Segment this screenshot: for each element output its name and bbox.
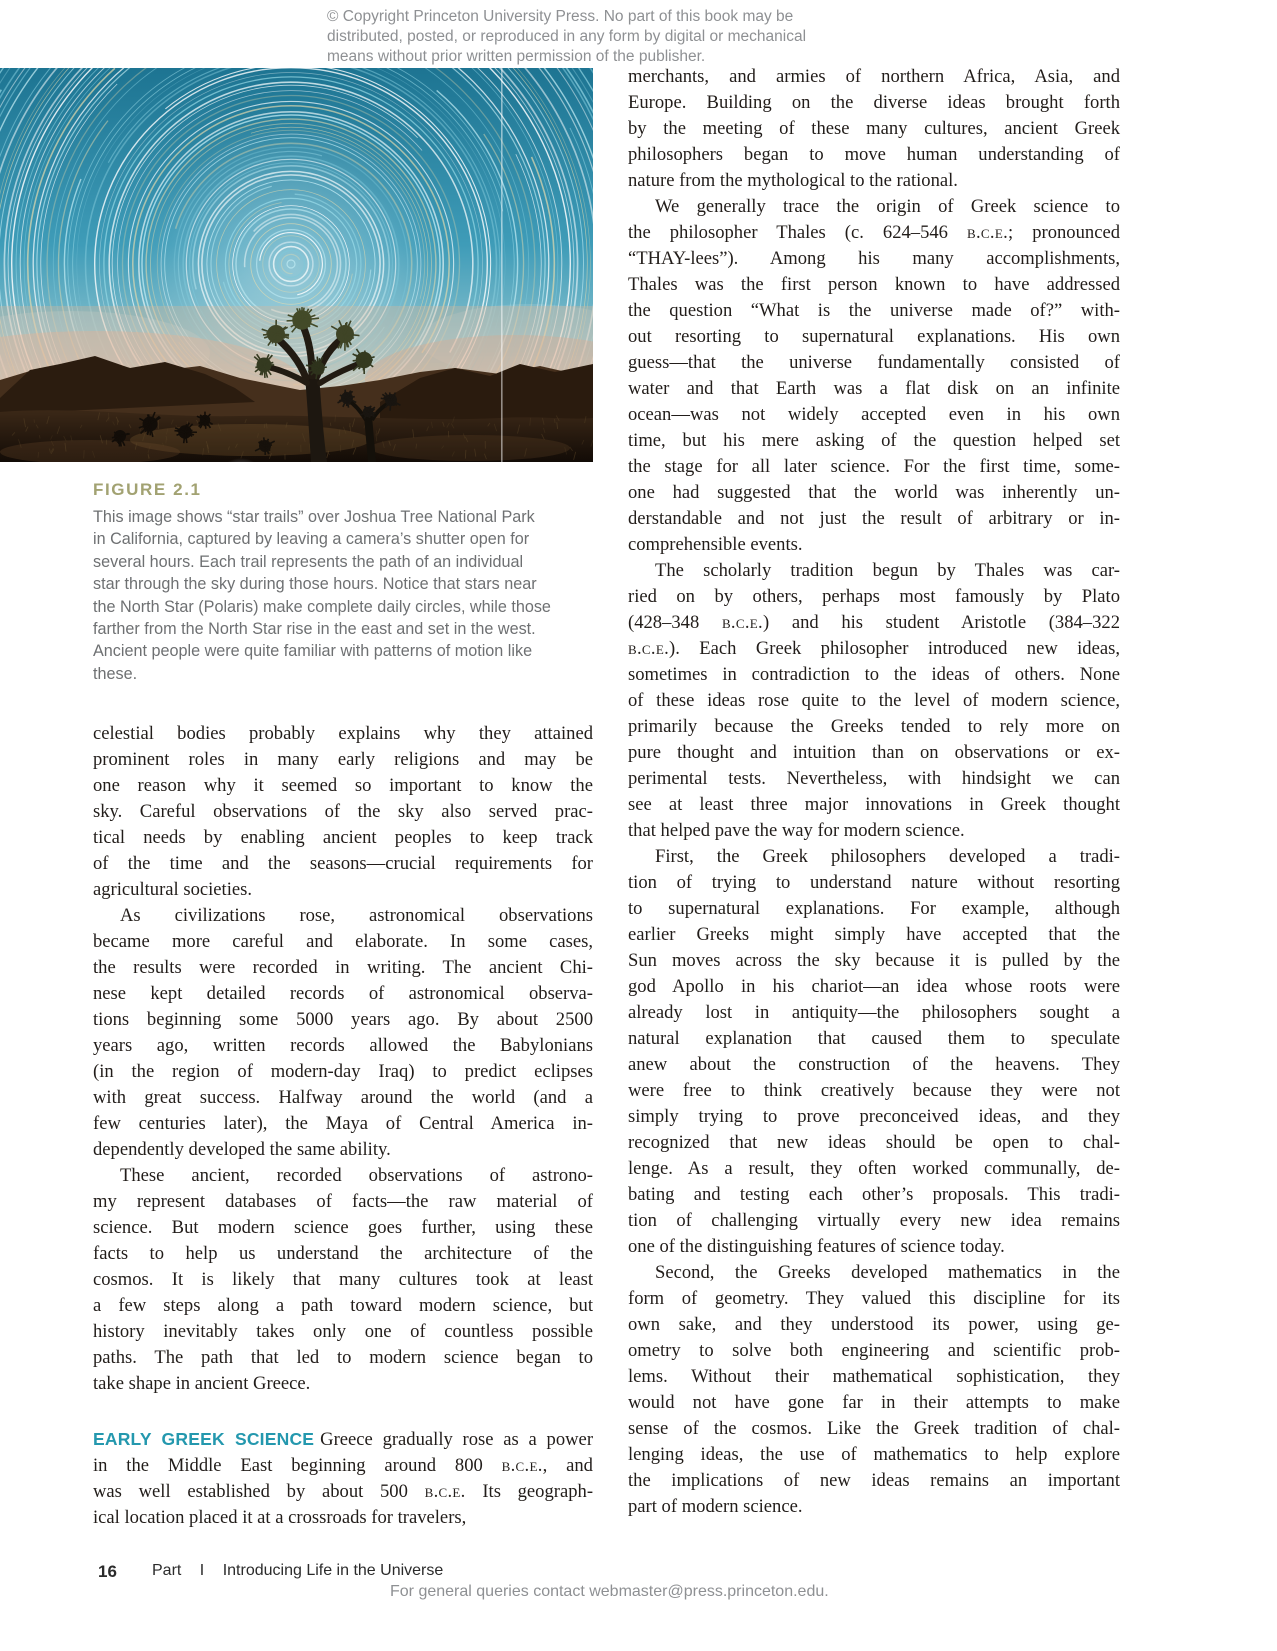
text-line: cosmos. It is likely that many cultures took at least xyxy=(93,1269,593,1290)
text-line: water and that Earth was a flat disk on an infinite xyxy=(628,378,1120,399)
text-line: ometry to solve both engineering and scientific prob- xyxy=(628,1340,1120,1361)
text-line: The scholarly tradition begun by Thales was car- xyxy=(655,560,1120,581)
text-line: to supernatural explanations. For example, although xyxy=(628,898,1120,919)
figure-photo xyxy=(0,68,593,462)
text-line: ical location placed it at a crossroads for travelers, xyxy=(93,1507,467,1528)
text-line: guess—that the universe fundamentally consisted of xyxy=(628,352,1120,373)
figure-caption xyxy=(93,480,598,685)
text-line: celestial bodies probably explains why they attained xyxy=(93,723,593,744)
copyright-line: distributed, posted, or reproduced in any form by digital or mechanical xyxy=(327,28,807,45)
paragraph xyxy=(93,903,593,1163)
text-line: the philosopher Thales (c. 624–546 b.c.e.; pronounced xyxy=(628,222,1120,243)
text-line: one reason why it seemed so important to know the xyxy=(93,775,593,796)
text-line: b.c.e.). Each Greek philosopher introduced new ideas, xyxy=(628,638,1120,659)
text-line: sometimes in contradiction to the ideas of others. None xyxy=(628,664,1120,685)
text-line: dependently developed the same ability. xyxy=(93,1139,391,1160)
paragraph xyxy=(628,64,1120,194)
text-line: (in the region of modern-day Iraq) to predict eclipses xyxy=(93,1061,593,1082)
paragraph xyxy=(628,844,1120,1260)
text-line: few centuries later), the Maya of Central America in- xyxy=(93,1113,593,1134)
paragraph xyxy=(628,194,1120,558)
caption-line: several hours. Each trail represents the path of an individual xyxy=(93,552,524,571)
text-line: EARLY GREEK SCIENCE Greece gradually rose as a power xyxy=(93,1429,594,1450)
text-line: already lost in antiquity—the philosophers sought a xyxy=(628,1002,1120,1023)
text-line: comprehensible events. xyxy=(628,534,803,555)
text-line: tion of challenging virtually every new idea remains xyxy=(628,1210,1120,1231)
star-trails-photo xyxy=(0,68,593,462)
text-line: god Apollo in his chariot—an idea whose roots were xyxy=(628,976,1120,997)
text-line: the question “What is the universe made of?” with- xyxy=(628,300,1120,321)
text-line: one had suggested that the world was inherently un- xyxy=(628,482,1120,503)
text-line: the stage for all later science. For the first time, some- xyxy=(628,456,1120,477)
text-line: simply trying to prove preconceived ideas, and they xyxy=(628,1106,1120,1127)
text-line: time, but his mere asking of the question helped set xyxy=(628,430,1120,451)
text-line: years ago, written records allowed the Babylonians xyxy=(93,1035,593,1056)
text-line: recognized that new ideas should be open to chal- xyxy=(628,1132,1120,1153)
text-line: tion of trying to understand nature without resorting xyxy=(628,872,1120,893)
part-label: Part xyxy=(152,1562,182,1579)
text-line: form of geometry. They valued this discipline for its xyxy=(628,1288,1120,1309)
text-line: nese kept detailed records of astronomical observa- xyxy=(93,983,593,1004)
caption-line: This image shows “star trails” over Joshua Tree National Park xyxy=(93,508,535,526)
text-line: facts to help us understand the architecture of the xyxy=(93,1243,593,1264)
text-line: lenge. As a result, they often worked communally, de- xyxy=(628,1158,1120,1179)
text-line: pure thought and intuition than on observations or ex- xyxy=(628,742,1120,763)
paragraph xyxy=(628,1260,1120,1520)
copyright-line: © Copyright Princeton University Press. No part of this book may be xyxy=(327,8,794,25)
paragraph xyxy=(93,1163,593,1397)
text-line: Europe. Building on the diverse ideas brought forth xyxy=(628,92,1120,113)
text-line: bating and testing each other’s proposals. This tradi- xyxy=(628,1184,1120,1205)
text-line: Thales was the first person known to have addressed xyxy=(628,274,1120,295)
text-line: were free to think creatively because they were not xyxy=(628,1080,1120,1101)
text-line: First, the Greek philosophers developed a tradi- xyxy=(655,846,1120,867)
text-line: tical needs by enabling ancient peoples to keep track xyxy=(93,827,593,848)
text-line: agricultural societies. xyxy=(93,879,253,900)
part-title: Introducing Life in the Universe xyxy=(222,1562,444,1579)
text-line: of these ideas rose quite to the level of modern science, xyxy=(628,690,1120,711)
text-line: lems. Without their mathematical sophistication, they xyxy=(628,1366,1120,1387)
text-line: (428–348 b.c.e.) and his student Aristotle (384–322 xyxy=(628,612,1120,633)
text-line: own sake, and they understood its power, using ge- xyxy=(628,1314,1120,1335)
text-line: see at least three major innovations in Greek thought xyxy=(628,794,1120,815)
text-line: one of the distinguishing features of science today. xyxy=(628,1236,1005,1257)
text-line: primarily because the Greeks tended to rely more on xyxy=(628,716,1120,737)
text-line: my represent databases of facts—the raw material of xyxy=(93,1191,593,1212)
text-line: “THAY-lees”). Among his many accomplishments, xyxy=(628,248,1120,269)
text-line: prominent roles in many early religions and may be xyxy=(93,749,593,770)
desert-landscape-silhouette xyxy=(0,306,593,462)
text-line: a few steps along a path toward modern science, but xyxy=(93,1295,593,1316)
caption-line: star through the sky during those hours. Notice that stars near xyxy=(93,575,537,594)
text-line: paths. The path that led to modern science began to xyxy=(93,1347,593,1368)
caption-line: these. xyxy=(93,664,138,683)
text-line: We generally trace the origin of Greek science to xyxy=(655,196,1120,217)
queries-contact-line: For general queries contact webmaster@press.princeton.edu. xyxy=(390,1583,829,1600)
text-line: became more careful and elaborate. In some cases, xyxy=(93,931,593,952)
section-heading: EARLY GREEK SCIENCE xyxy=(93,1429,315,1449)
text-line: was well established by about 500 b.c.e. Its geograph- xyxy=(93,1481,594,1502)
text-line: Second, the Greeks developed mathematics in the xyxy=(655,1262,1120,1283)
text-line: sense of the cosmos. Like the Greek tradition of chal- xyxy=(628,1418,1120,1439)
caption-line: farther from the North Star rise in the east and set in the west. xyxy=(93,620,536,639)
text-line: history inevitably takes only one of countless possible xyxy=(93,1321,593,1342)
left-column xyxy=(93,721,593,1531)
text-line: tions beginning some 5000 years ago. By about 2500 xyxy=(93,1009,593,1030)
copyright-line: means without prior written permission of the publisher. xyxy=(327,48,706,65)
text-line: the implications of new ideas remains an important xyxy=(628,1470,1120,1491)
page-number: 16 xyxy=(98,1562,117,1581)
caption-line: the North Star (Polaris) make complete daily circles, while those xyxy=(93,597,551,616)
text-line: by the meeting of these many cultures, ancient Greek xyxy=(628,118,1120,139)
text-line: take shape in ancient Greece. xyxy=(93,1373,311,1394)
text-line: perimental tests. Nevertheless, with hindsight we can xyxy=(628,768,1120,789)
text-line: nature from the mythological to the rational. xyxy=(628,170,958,191)
paragraph xyxy=(628,558,1120,844)
text-line: in the Middle East beginning around 800 b.c.e., and xyxy=(93,1455,593,1476)
text-line: Sun moves across the sky because it is pulled by the xyxy=(628,950,1120,971)
copyright-notice xyxy=(327,7,887,67)
paragraph xyxy=(93,1426,593,1531)
text-line: with great success. Halfway around the world (and a xyxy=(93,1087,593,1108)
text-line: sky. Careful observations of the sky also served prac- xyxy=(93,801,593,822)
text-line: that helped pave the way for modern science. xyxy=(628,820,965,841)
text-line: the results were recorded in writing. The ancient Chi- xyxy=(93,957,593,978)
text-line: merchants, and armies of northern Africa, Asia, and xyxy=(628,66,1120,87)
page-trim-line xyxy=(501,68,503,462)
text-line: anew about the construction of the heavens. They xyxy=(628,1054,1120,1075)
figure-label: FIGURE 2.1 xyxy=(93,480,202,499)
part-numeral: I xyxy=(199,1562,205,1579)
caption-line: in California, captured by leaving a camera’s shutter open for xyxy=(93,530,530,549)
text-line: ried on by others, perhaps most famously by Plato xyxy=(628,586,1120,607)
text-line: As civilizations rose, astronomical observations xyxy=(120,905,593,926)
text-line: derstandable and not just the result of arbitrary or in- xyxy=(628,508,1120,529)
text-line: These ancient, recorded observations of astrono- xyxy=(120,1165,593,1186)
text-line: philosophers began to move human understanding of xyxy=(628,144,1120,165)
paragraph xyxy=(93,721,593,903)
running-footer xyxy=(152,1562,443,1580)
right-column xyxy=(628,64,1120,1520)
text-line: lenging ideas, the use of mathematics to help explore xyxy=(628,1444,1120,1465)
caption-line: Ancient people were quite familiar with patterns of motion like xyxy=(93,642,533,661)
text-line: science. But modern science goes further, using these xyxy=(93,1217,593,1238)
text-line: natural explanation that caused them to speculate xyxy=(628,1028,1120,1049)
text-line: ocean—was not widely accepted even in his own xyxy=(628,404,1120,425)
text-line: part of modern science. xyxy=(628,1496,803,1517)
text-line: of the time and the seasons—crucial requirements for xyxy=(93,853,593,874)
text-line: earlier Greeks might simply have accepted that the xyxy=(628,924,1120,945)
text-line: out resorting to supernatural explanations. His own xyxy=(628,326,1120,347)
text-line: would not have gone far in their attempts to make xyxy=(628,1392,1120,1413)
